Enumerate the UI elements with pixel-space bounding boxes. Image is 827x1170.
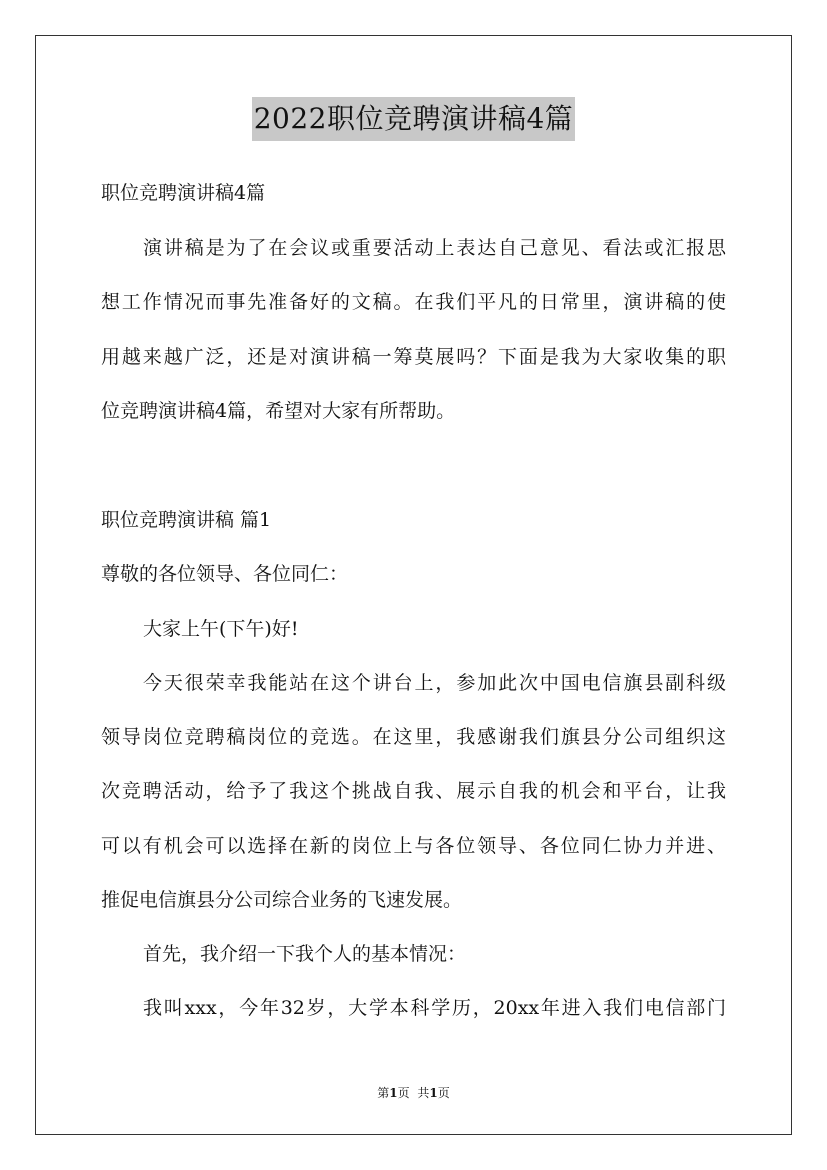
greeting: 大家上午(下午)好!: [143, 618, 299, 640]
intro-line-2: 想工作情况而事先准备好的文稿。在我们平凡的日常里，演讲稿的使: [101, 291, 726, 313]
document-subtitle: 职位竞聘演讲稿4篇: [101, 182, 266, 204]
section-heading: 职位竞聘演讲稿 篇1: [101, 509, 272, 531]
footer-page-number: 1: [389, 1086, 398, 1100]
footer-total-suffix: 页: [437, 1086, 450, 1100]
para1-line-2: 领导岗位竞聘稿岗位的竞选。在这里，我感谢我们旗县分公司组织这: [101, 726, 726, 748]
intro-line-3: 用越来越广泛，还是对演讲稿一筹莫展吗？下面是我为大家收集的职: [101, 346, 726, 368]
para1-line-3: 次竞聘活动，给予了我这个挑战自我、展示自我的机会和平台，让我: [101, 780, 726, 802]
para1-line-4: 可以有机会可以选择在新的岗位上与各位领导、各位同仁协力并进、: [101, 835, 726, 857]
document-title: 2022职位竞聘演讲稿4篇: [252, 97, 576, 141]
intro-line-4: 位竞聘演讲稿4篇，希望对大家有所帮助。: [101, 400, 456, 422]
salutation: 尊敬的各位领导、各位同仁：: [101, 563, 349, 585]
intro-line-1: 演讲稿是为了在会议或重要活动上表达自己意见、看法或汇报思: [143, 237, 726, 259]
footer-total-number: 1: [429, 1086, 438, 1100]
para1-line-5: 推促电信旗县分公司综合业务的飞速发展。: [101, 889, 463, 911]
para1-line-1: 今天很荣幸我能站在这个讲台上，参加此次中国电信旗县副科级: [143, 672, 726, 694]
para3-line-1: 我叫xxx，今年32岁，大学本科学历，20xx年进入我们电信部门: [143, 997, 726, 1019]
title-container: [0, 97, 827, 141]
footer-page-prefix: 第: [377, 1086, 390, 1100]
para2: 首先，我介绍一下我个人的基本情况：: [143, 943, 467, 965]
footer-total-prefix: 共: [417, 1086, 430, 1100]
footer-page-suffix: 页: [397, 1086, 410, 1100]
page-footer: [0, 1085, 827, 1101]
